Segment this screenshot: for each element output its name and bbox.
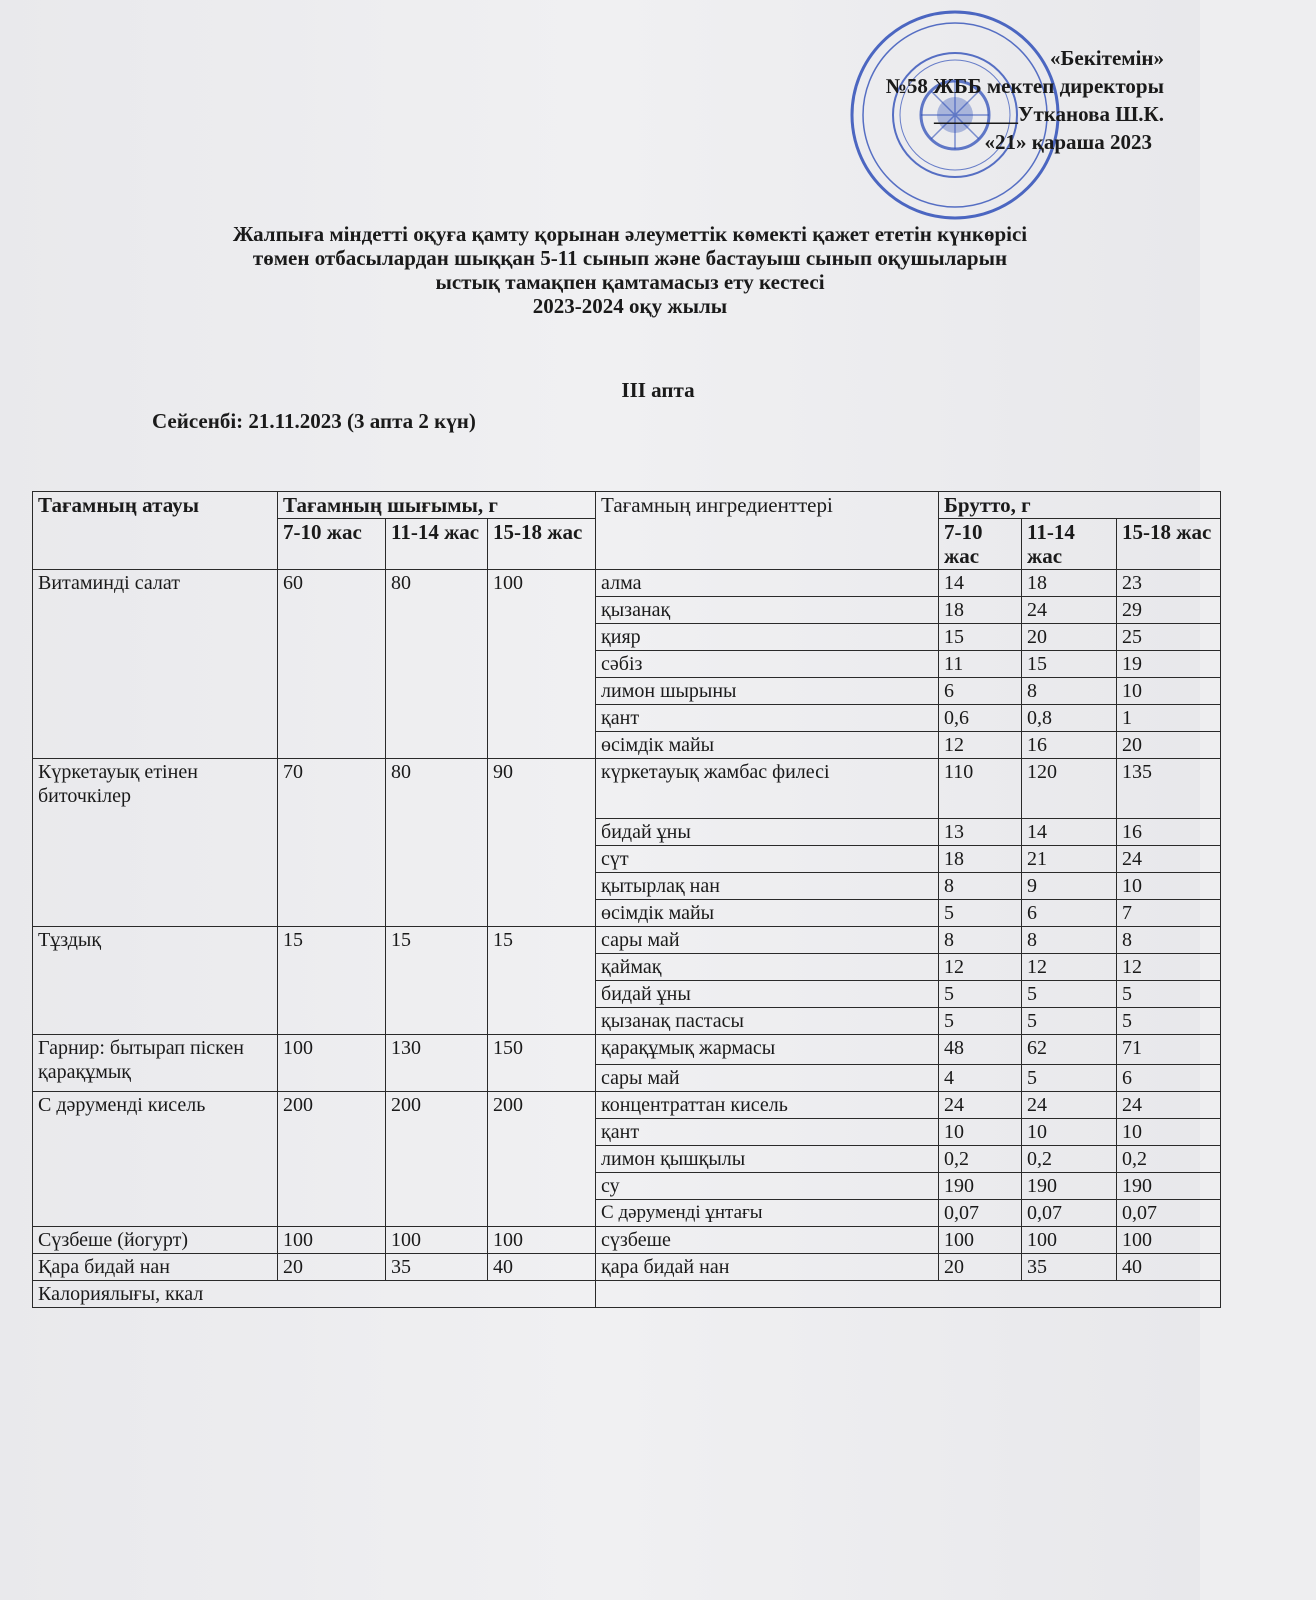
brutto-15-18-cell: 24 [1117,1092,1221,1119]
ingredient-cell: С дәруменді ұнтағы [596,1200,939,1227]
calories-value [596,1281,1221,1308]
yield-7-10-cell: 200 [278,1092,386,1227]
brutto-7-10-cell: 8 [939,873,1022,900]
yield-11-14-cell: 80 [386,570,488,759]
ingredient-cell: алма [596,570,939,597]
approval-line-1: «Бекітемін» [1049,46,1164,70]
header-brutto-age-11-14: 11-14 жас [1022,519,1117,570]
brutto-15-18-cell: 19 [1117,651,1221,678]
yield-7-10-cell: 100 [278,1227,386,1254]
menu-table-body [33,570,1221,1281]
approval-line-4: «21» қараша 2023 [984,130,1152,154]
brutto-7-10-cell: 18 [939,846,1022,873]
dish-name-cell: Витаминді салат [33,570,278,759]
brutto-7-10-cell: 24 [939,1092,1022,1119]
ingredient-cell: өсімдік майы [596,900,939,927]
yield-7-10-cell: 100 [278,1035,386,1092]
ingredient-cell: қытырлақ нан [596,873,939,900]
document-title [100,222,1160,318]
brutto-7-10-cell: 0,2 [939,1146,1022,1173]
dish-name-cell: Тұздық [33,927,278,1035]
ingredient-cell: сары май [596,1065,939,1092]
brutto-11-14-cell: 8 [1022,927,1117,954]
ingredient-cell: бидай ұны [596,981,939,1008]
dish-name-cell: Қара бидай нан [33,1254,278,1281]
ingredient-cell: су [596,1173,939,1200]
brutto-11-14-cell: 5 [1022,1065,1117,1092]
table-row [33,1035,1221,1065]
approval-line-3: ________Утканова Ш.К. [934,102,1164,126]
brutto-15-18-cell: 1 [1117,705,1221,732]
yield-7-10-cell: 60 [278,570,386,759]
yield-11-14-cell: 80 [386,759,488,927]
dish-name-cell: Гарнир: бытырап піскен қарақұмық [33,1035,278,1092]
ingredient-cell: қант [596,1119,939,1146]
brutto-11-14-cell: 24 [1022,597,1117,624]
brutto-15-18-cell: 20 [1117,732,1221,759]
header-yield-age-11-14: 11-14 жас [386,519,488,570]
header-brutto: Брутто, г [939,492,1221,519]
yield-15-18-cell: 15 [488,927,596,1035]
ingredient-cell: лимон шырыны [596,678,939,705]
brutto-15-18-cell: 100 [1117,1227,1221,1254]
yield-15-18-cell: 100 [488,1227,596,1254]
ingredient-cell: қаймақ [596,954,939,981]
brutto-7-10-cell: 14 [939,570,1022,597]
yield-15-18-cell: 200 [488,1092,596,1227]
ingredient-cell: сүт [596,846,939,873]
ingredient-cell: лимон қышқылы [596,1146,939,1173]
header-yield-age-7-10: 7-10 жас [278,519,386,570]
dish-name-cell: С дәруменді кисель [33,1092,278,1227]
yield-7-10-cell: 15 [278,927,386,1035]
header-yield: Тағамның шығымы, г [278,492,596,519]
brutto-15-18-cell: 25 [1117,624,1221,651]
ingredient-cell: қант [596,705,939,732]
brutto-11-14-cell: 190 [1022,1173,1117,1200]
brutto-7-10-cell: 11 [939,651,1022,678]
ingredient-cell: қарақұмық жармасы [596,1035,939,1065]
brutto-15-18-cell: 10 [1117,873,1221,900]
dish-name-cell: Сүзбеше (йогурт) [33,1227,278,1254]
brutto-11-14-cell: 62 [1022,1035,1117,1065]
brutto-11-14-cell: 35 [1022,1254,1117,1281]
brutto-11-14-cell: 15 [1022,651,1117,678]
brutto-7-10-cell: 20 [939,1254,1022,1281]
brutto-15-18-cell: 12 [1117,954,1221,981]
ingredient-cell: қызанақ [596,597,939,624]
brutto-11-14-cell: 0,07 [1022,1200,1117,1227]
brutto-15-18-cell: 5 [1117,981,1221,1008]
brutto-15-18-cell: 23 [1117,570,1221,597]
brutto-7-10-cell: 12 [939,954,1022,981]
brutto-15-18-cell: 29 [1117,597,1221,624]
brutto-15-18-cell: 0,2 [1117,1146,1221,1173]
yield-15-18-cell: 100 [488,570,596,759]
brutto-11-14-cell: 5 [1022,981,1117,1008]
yield-15-18-cell: 90 [488,759,596,927]
brutto-11-14-cell: 16 [1022,732,1117,759]
brutto-7-10-cell: 48 [939,1035,1022,1065]
brutto-7-10-cell: 0,6 [939,705,1022,732]
ingredient-cell: күркетауық жамбас филесі [596,759,939,819]
header-dish-name: Тағамның атауы [33,492,278,570]
table-row [33,1227,1221,1254]
brutto-7-10-cell: 190 [939,1173,1022,1200]
ingredient-cell: қызанақ пастасы [596,1008,939,1035]
day-label: Сейсенбі: 21.11.2023 (3 апта 2 күн) [152,409,476,433]
brutto-15-18-cell: 135 [1117,759,1221,819]
brutto-15-18-cell: 16 [1117,819,1221,846]
yield-11-14-cell: 35 [386,1254,488,1281]
title-line-3: ыстық тамақпен қамтамасыз ету кестесі [435,270,825,294]
brutto-7-10-cell: 110 [939,759,1022,819]
calories-label: Калориялығы, ккал [33,1281,596,1308]
brutto-11-14-cell: 21 [1022,846,1117,873]
week-label: III апта [621,378,695,402]
brutto-7-10-cell: 5 [939,981,1022,1008]
yield-11-14-cell: 15 [386,927,488,1035]
brutto-11-14-cell: 20 [1022,624,1117,651]
footer-row [33,1281,1221,1308]
brutto-7-10-cell: 13 [939,819,1022,846]
ingredient-cell: қияр [596,624,939,651]
brutto-11-14-cell: 100 [1022,1227,1117,1254]
brutto-7-10-cell: 15 [939,624,1022,651]
yield-11-14-cell: 200 [386,1092,488,1227]
brutto-15-18-cell: 6 [1117,1065,1221,1092]
title-line-2: төмен отбасылардан шыққан 5-11 сынып және бастауыш сынып оқушыларын [252,246,1008,270]
ingredient-cell: сары май [596,927,939,954]
brutto-11-14-cell: 120 [1022,759,1117,819]
brutto-15-18-cell: 7 [1117,900,1221,927]
brutto-15-18-cell: 5 [1117,1008,1221,1035]
yield-7-10-cell: 20 [278,1254,386,1281]
table-row [33,570,1221,597]
yield-11-14-cell: 130 [386,1035,488,1092]
approval-block [886,44,1164,156]
brutto-7-10-cell: 18 [939,597,1022,624]
brutto-7-10-cell: 100 [939,1227,1022,1254]
brutto-15-18-cell: 8 [1117,927,1221,954]
yield-7-10-cell: 70 [278,759,386,927]
brutto-11-14-cell: 5 [1022,1008,1117,1035]
title-line-4: 2023-2024 оқу жылы [532,294,728,318]
brutto-7-10-cell: 10 [939,1119,1022,1146]
table-row [33,1254,1221,1281]
brutto-15-18-cell: 24 [1117,846,1221,873]
menu-table [32,491,1221,1308]
brutto-11-14-cell: 14 [1022,819,1117,846]
title-line-1: Жалпыға міндетті оқуға қамту қорынан әлеуметтік көмекті қажет ететін күнкөрісі [232,222,1028,246]
brutto-11-14-cell: 0,2 [1022,1146,1117,1173]
ingredient-cell: сәбіз [596,651,939,678]
ingredient-cell: өсімдік майы [596,732,939,759]
brutto-11-14-cell: 24 [1022,1092,1117,1119]
header-yield-age-15-18: 15-18 жас [488,519,596,570]
brutto-7-10-cell: 5 [939,1008,1022,1035]
header-ingredients: Тағамның ингредиенттері [596,492,939,570]
ingredient-cell: бидай ұны [596,819,939,846]
brutto-7-10-cell: 0,07 [939,1200,1022,1227]
table-row [33,759,1221,819]
brutto-11-14-cell: 9 [1022,873,1117,900]
brutto-11-14-cell: 6 [1022,900,1117,927]
brutto-7-10-cell: 6 [939,678,1022,705]
brutto-15-18-cell: 10 [1117,1119,1221,1146]
brutto-7-10-cell: 8 [939,927,1022,954]
brutto-11-14-cell: 12 [1022,954,1117,981]
header-brutto-age-15-18: 15-18 жас [1117,519,1221,570]
header-brutto-age-7-10: 7-10 жас [939,519,1022,570]
table-row [33,1092,1221,1119]
brutto-7-10-cell: 4 [939,1065,1022,1092]
brutto-11-14-cell: 18 [1022,570,1117,597]
table-row [33,927,1221,954]
yield-11-14-cell: 100 [386,1227,488,1254]
yield-15-18-cell: 150 [488,1035,596,1092]
brutto-15-18-cell: 0,07 [1117,1200,1221,1227]
ingredient-cell: сүзбеше [596,1227,939,1254]
yield-15-18-cell: 40 [488,1254,596,1281]
ingredient-cell: қара бидай нан [596,1254,939,1281]
brutto-11-14-cell: 10 [1022,1119,1117,1146]
brutto-11-14-cell: 0,8 [1022,705,1117,732]
brutto-7-10-cell: 5 [939,900,1022,927]
header-row-1 [33,492,1221,519]
brutto-15-18-cell: 40 [1117,1254,1221,1281]
brutto-15-18-cell: 71 [1117,1035,1221,1065]
brutto-15-18-cell: 190 [1117,1173,1221,1200]
brutto-7-10-cell: 12 [939,732,1022,759]
brutto-15-18-cell: 10 [1117,678,1221,705]
approval-line-2: №58 ЖББ мектеп директоры [885,74,1164,98]
dish-name-cell: Күркетауық етінен биточкілер [33,759,278,927]
ingredient-cell: концентраттан кисель [596,1092,939,1119]
brutto-11-14-cell: 8 [1022,678,1117,705]
